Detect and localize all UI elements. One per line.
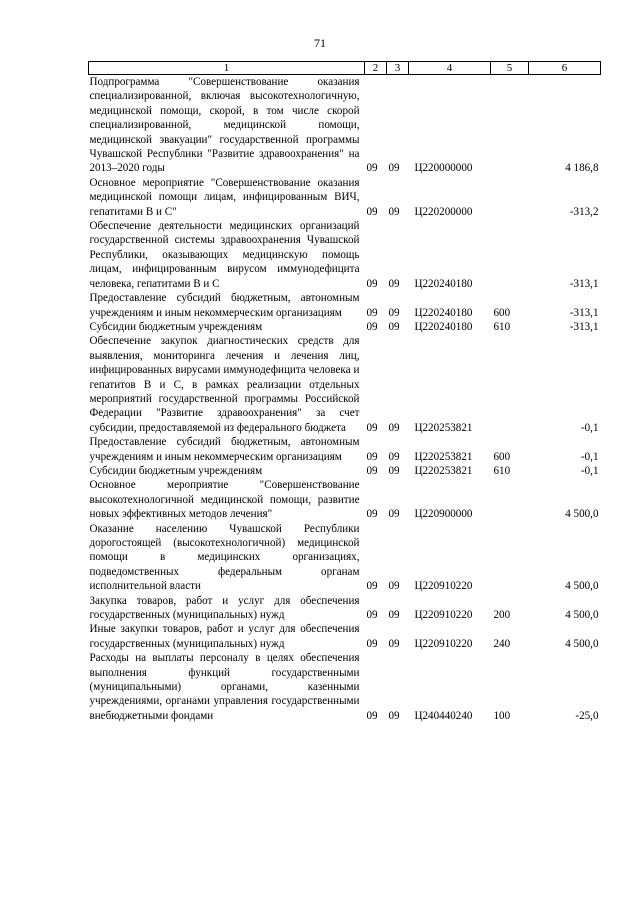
table-row [89,75,601,176]
budget-table [88,61,601,723]
row-section: 09 [366,450,378,463]
row-amount: -0,1 [580,464,599,477]
header-row [89,62,601,75]
row-subsection: 09 [388,162,400,175]
row-section: 09 [366,637,378,650]
row-expense-type [491,176,529,219]
row-amount: -313,1 [569,306,599,319]
row-section: 09 [366,508,378,521]
row-target-code: Ц220240180 [414,306,473,319]
row-name: Иные закупки товаров, работ и услуг для обеспечения государственных (муниципальных) нужд [89,623,360,650]
row-name: Субсидии бюджетным учреждениям [89,464,263,477]
header-col-5: 5 [491,62,529,75]
row-section: 09 [366,609,378,622]
row-name: Основное мероприятие "Совершенствование оказания медицинской помощи лицам, инфицированным ВИЧ, гепатитами В и С" [89,176,360,218]
header-col-6: 6 [529,62,601,75]
table-row [89,176,601,219]
table-row [89,291,601,320]
table-row [89,622,601,651]
row-subsection: 09 [388,508,400,521]
row-expense-type: 610 [493,320,511,333]
page-number: 71 [314,36,326,50]
row-section: 09 [366,464,378,477]
row-expense-type [491,522,529,594]
row-amount: -313,2 [569,205,599,218]
table-row [89,219,601,291]
row-amount: -25,0 [575,709,599,722]
row-target-code: Ц220253821 [414,450,473,463]
row-expense-type: 100 [493,709,511,722]
row-target-code: Ц220910220 [414,580,473,593]
row-name: Расходы на выплаты персоналу в целях обеспечения выполнения функций государственными (муниципальными) органами, казенными учреждениями, органами управления государственными внебюджетными фондами [89,652,360,722]
row-name: Обеспечение деятельности медицинских организаций государственной системы здравоохранения Чувашской Республики, оказывающих медицинскую помощь лицам, инфицированным вирусом иммунодефицита человека, гепатитами В и С [89,220,360,290]
row-target-code: Ц240440240 [414,709,473,722]
table-row [89,435,601,464]
row-target-code: Ц220900000 [414,508,473,521]
header-col-3: 3 [387,62,409,75]
row-amount: -313,1 [569,320,599,333]
row-subsection: 09 [388,421,400,434]
row-name: Оказание населению Чувашской Республики дорогостоящей (высокотехнологичной) медицинской помощи в медицинских организациях, подведомственных федеральным органам исполнительной власти [89,522,360,593]
row-section: 09 [366,709,378,722]
row-subsection: 09 [388,306,400,319]
row-expense-type: 240 [493,637,511,650]
table-row [89,522,601,594]
row-subsection: 09 [388,464,400,477]
row-name: Закупка товаров, работ и услуг для обеспечения государственных (муниципальных) нужд [89,594,360,622]
row-subsection: 09 [388,709,400,722]
row-expense-type [491,75,529,176]
row-subsection: 09 [388,450,400,463]
table-header [89,62,601,75]
row-expense-type: 200 [493,609,511,622]
row-subsection: 09 [388,277,400,290]
row-target-code: Ц220240180 [414,277,473,290]
row-expense-type: 610 [493,464,511,477]
row-section: 09 [366,277,378,290]
header-col-1: 1 [89,62,365,75]
row-subsection: 09 [388,205,400,218]
table-row [89,478,601,521]
row-amount: 4 500,0 [565,637,599,650]
row-amount: -313,1 [569,277,599,290]
row-section: 09 [366,162,378,175]
row-target-code: Ц220240180 [414,320,473,333]
row-section: 09 [366,421,378,434]
row-section: 09 [366,580,378,593]
row-expense-type: 600 [493,306,511,319]
row-subsection: 09 [388,320,400,333]
table-row [89,320,601,334]
row-section: 09 [366,320,378,333]
row-name: Предоставление субсидий бюджетным, автономным учреждениям и иным некоммерческим организациям [89,436,360,463]
row-target-code: Ц220253821 [414,421,473,434]
header-col-4: 4 [409,62,491,75]
table-row [89,651,601,723]
row-amount: 4 500,0 [565,609,599,622]
header-col-2: 2 [365,62,387,75]
row-subsection: 09 [388,580,400,593]
table-row [89,594,601,623]
row-target-code: Ц220910220 [414,609,473,622]
row-target-code: Ц220200000 [414,205,473,218]
row-amount: 4 500,0 [565,508,599,521]
row-expense-type [491,219,529,291]
table-row [89,464,601,478]
row-section: 09 [366,306,378,319]
row-target-code: Ц220910220 [414,637,473,650]
table-body [89,75,601,724]
row-name: Субсидии бюджетным учреждениям [89,320,263,333]
row-amount: -0,1 [580,421,599,434]
row-amount: 4 186,8 [565,162,599,175]
row-expense-type [491,334,529,435]
row-name: Обеспечение закупок диагностических средств для выявления, мониторинга лечения и лечения лиц, инфицированных вирусами иммунодефицита человека и гепатитов В и С, в рамках реализации отдельных мероприятий государственной программы Российской Федерации "Развитие здравоохранения" за счет субсидии, предоставляемой из федерального бюджета [89,335,360,434]
row-subsection: 09 [388,609,400,622]
row-subsection: 09 [388,637,400,650]
row-amount: -0,1 [580,450,599,463]
row-name: Предоставление субсидий бюджетным, автономным учреждениям и иным некоммерческим организациям [89,292,360,319]
row-amount: 4 500,0 [565,580,599,593]
row-expense-type [491,478,529,521]
row-target-code: Ц220000000 [414,162,473,175]
row-section: 09 [366,205,378,218]
row-expense-type: 600 [493,450,511,463]
row-target-code: Ц220253821 [414,464,473,477]
table-row [89,334,601,435]
row-name: Основное мероприятие "Совершенствование высокотехнологичной медицинской помощи, развитие новых эффективных методов лечения" [89,479,360,521]
row-name: Подпрограмма "Совершенствование оказания специализированной, включая высокотехнологичную, медицинской помощи, скорой, в том числе скорой специализированной, медицинской помощи, медицинской эвакуации" государственной программы Чувашской Республики "Развитие здравоохранения" на 2013–2020 годы [89,76,360,175]
